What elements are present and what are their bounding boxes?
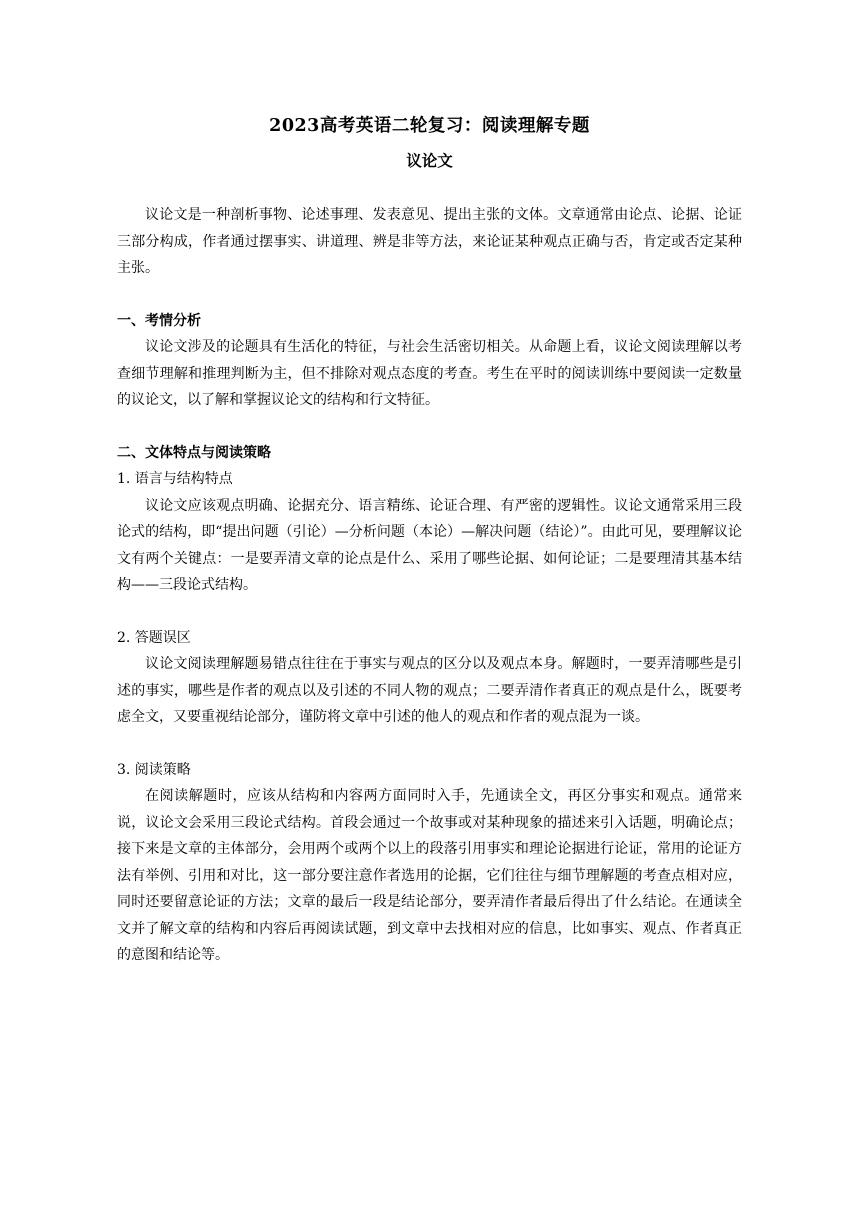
subsection-reading-strategy <box>117 757 742 969</box>
subsection-paragraph: 议论文阅读理解题易错点往往在于事实与观点的区分以及观点本身。解题时，一要弄清哪些是引述的事实，哪些是作者的观点以及引述的不同人物的观点；二要弄清作者真正的观点是什么，既要考虑全文，又要重视结论部分，谨防将文章中引述的他人的观点和作者的观点混为一谈。 <box>117 656 742 725</box>
spacer <box>117 731 742 757</box>
section-exam-analysis <box>117 308 742 414</box>
document-page <box>117 112 742 969</box>
spacer <box>117 599 742 625</box>
spacer <box>117 282 742 308</box>
spacer <box>117 414 742 440</box>
section-heading: 一、考情分析 <box>117 312 201 329</box>
section-style-strategy <box>117 440 742 969</box>
section-paragraph: 议论文涉及的论题具有生活化的特征，与社会生活密切相关。从命题上看，议论文阅读理解以考查细节理解和推理判断为主，但不排除对观点态度的考查。考生在平时的阅读训练中要阅读一定数量的议论文，以了解和掌握议论文的结构和行文特征。 <box>117 339 742 408</box>
document-title: 2023高考英语二轮复习：阅读理解专题 <box>269 116 590 136</box>
subsection-heading: 1. 语言与结构特点 <box>117 471 233 487</box>
subsection-pitfalls <box>117 625 742 731</box>
subsection-language-structure <box>117 466 742 599</box>
subsection-heading: 3. 阅读策略 <box>117 761 191 778</box>
section-heading: 二、文体特点与阅读策略 <box>117 444 271 461</box>
subsection-heading: 2. 答题误区 <box>117 629 191 646</box>
subsection-paragraph: 在阅读解题时，应该从结构和内容两方面同时入手，先通读全文，再区分事实和观点。通常来说，议论文会采用三段论式结构。首段会通过一个故事或对某种现象的描述来引入话题，明确论点；接下来是文章的主体部分，会用两个或两个以上的段落引用事实和理论论据进行论证，常用的论证方法有举例、引用和对比，这一部分要注意作者选用的论据，它们往往与细节理解题的考查点相对应，同时还要留意论证的方法；文章的最后一段是结论部分，要弄清作者最后得出了什么结论。在通读全文并了解文章的结构和内容后再阅读试题，到文章中去找相对应的信息，比如事实、观点、作者真正的意图和结论等。 <box>117 788 742 963</box>
document-subtitle: 议论文 <box>406 151 453 170</box>
intro-paragraph: 议论文是一种剖析事物、论述事理、发表意见、提出主张的文体。文章通常由论点、论据、论证三部分构成，作者通过摆事实、讲道理、辨是非等方法，来论证某种观点正确与否，肯定或否定某种主张。 <box>117 207 742 276</box>
subsection-paragraph: 议论文应该观点明确、论据充分、语言精练、论证合理、有严密的逻辑性。议论文通常采用三段论式的结构，即“提出问题（引论）—分析问题（本论）—解决问题（结论）”。由此可见，要理解议论文有两个关键点：一是要弄清文章的论点是什么、采用了哪些论据、如何论证；二是要理清其基本结构——三段论式结构。 <box>117 497 742 593</box>
